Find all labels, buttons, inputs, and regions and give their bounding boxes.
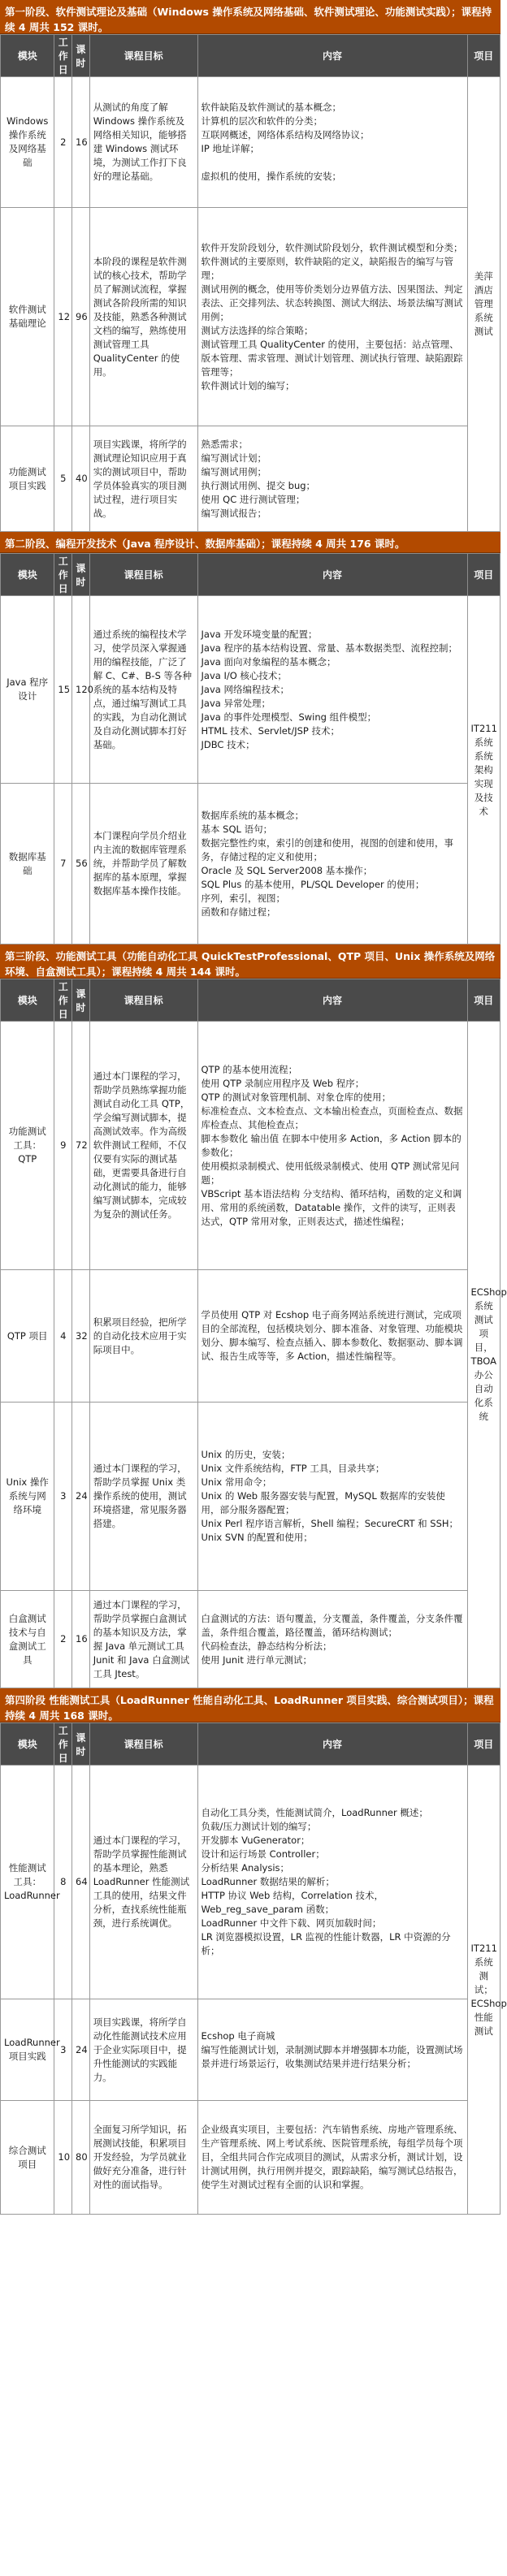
header-content: 内容 [197,35,467,77]
content-line: QTP 的基本使用流程； [201,1063,298,1075]
module-row [1,784,500,944]
content-line: 开发脚本 VuGenerator； [201,1835,310,1846]
module-days: 3 [54,1999,72,2101]
content-line: Java I/O 核心技术； [201,669,287,681]
content-line: Ecshop 电子商城 [201,2029,275,2042]
content-line: LoadRunner 中文件下载、网页加载时间； [201,1917,382,1929]
content-line: 编写测试报告； [201,507,266,519]
module-content [197,426,467,532]
module-hours: 16 [72,77,90,208]
module-days: 5 [54,426,72,532]
module-goal: 本门课程向学员介绍业内主流的数据库管理系统，并帮助学员了解数据库的基本原理，掌握数据库基本操作技能。 [89,784,197,944]
syllabus-table [0,34,500,532]
content-line: HTML 技术、Servlet/JSP 技术； [201,724,340,737]
header-goal: 课程目标 [89,1723,197,1766]
module-row [1,1766,500,1999]
content-line: Unix 文件系统结构，FTP 工具，目录共享； [201,1463,385,1474]
syllabus-table [0,979,507,1688]
module-row [1,1270,500,1403]
content-line: 代码检查法，静态结构分析法； [201,1640,332,1652]
module-days: 2 [54,77,72,208]
module-row [1,1591,500,1688]
module-days: 10 [54,2101,72,2215]
header-project: 项目 [467,1723,500,1766]
content-line: Unix SVN 的配置和使用； [201,1532,313,1543]
module-goal: 通过本门课程的学习，帮助学员掌握白盒测试的基本知识及方法，掌握 Java 单元测试工具 Junit 和 Java 白盒测试工具 Jtest。 [89,1591,197,1688]
content-line: 虚拟机的使用，操作系统的安装； [201,171,341,182]
module-hours: 32 [72,1270,90,1403]
content-line [202,156,464,170]
module-name: 白盒测试技术与自盒测试工具 [1,1591,54,1688]
content-line: 基本 SQL 语句； [201,823,273,835]
stage-title: 第二阶段、编程开发技术（Java 程序设计、数据库基础）；课程持续 4 周共 176 课时。 [0,532,500,553]
content-line: 标准检查点、文本检查点、文本输出检查点，页面检查点、数据库检查点、其他检查点； [201,1104,463,1130]
content-line: 脚本参数化 输出值 在脚本中使用多 Action，多 Action 脚本的参数化； [201,1132,462,1158]
module-content [197,77,467,208]
header-project: 项目 [467,979,500,1022]
header-row [1,1723,500,1766]
module-name: 功能测试项目实践 [1,426,54,532]
module-goal: 通过本门课程的学习，帮助学员掌握 Unix 类操作系统的使用，测试环境搭建，常见服务器搭建。 [89,1403,197,1591]
module-name: LoadRunner 项目实践 [1,1999,54,2101]
module-row [1,208,500,426]
content-line: 使用模拟录制模式、使用低级录制模式、使用 QTP 测试常见问题； [201,1160,460,1186]
content-line: 使用 QC 进行测试管理； [201,493,306,505]
module-days: 8 [54,1766,72,1999]
module-name: QTP 项目 [1,1270,54,1403]
content-line: 使用 QTP 录制应用程序及 Web 程序； [201,1077,365,1089]
module-goal: 积累项目经验，把所学的自动化技术应用于实际项目中。 [89,1270,197,1403]
module-name: 软件测试基础理论 [1,208,54,426]
module-hours: 40 [72,426,90,532]
header-goal: 课程目标 [89,35,197,77]
content-line: LoadRunner 数据结果的解析； [201,1876,335,1887]
content-line: 执行测试用例、提交 bug； [201,479,316,491]
module-days: 2 [54,1591,72,1688]
module-hours: 24 [72,1403,90,1591]
syllabus-table [0,553,500,944]
module-content [197,1999,467,2101]
module-name: 数据库基础 [1,784,54,944]
header-hours: 课时 [72,979,90,1022]
header-project: 项目 [467,554,500,596]
module-goal: 通过本门课程的学习，帮助学员掌握性能测试的基本理论，熟悉 LoadRunner 性能测试工具的使用，结果文件分析，查找系统性能瓶颈，进行系统调优。 [89,1766,197,1999]
header-row [1,979,500,1022]
stage-project: 美萍酒店管理系统测试 [467,77,500,532]
content-line: 负载/压力测试计划的编写； [201,1821,317,1832]
content-line: 测试方法选择的综合策略； [201,324,314,336]
header-days: 工作日 [54,554,72,596]
module-hours: 16 [72,1591,90,1688]
module-name: 综合测试项目 [1,2101,54,2215]
content-line: Java 的事件处理模型、Swing 组件模型； [201,711,377,723]
content-line: 序列，索引，视图； [201,892,285,904]
header-content: 内容 [197,1723,467,1766]
content-line: 企业级真实项目，主要包括：汽车销售系统、房地产管理系统、生产管理系统、网上考试系统、医院管理系统，每组学员每个项目，全组共同合作完成项目的测试，从需求分析，测试计划，设计测试用例，执行用例并提交，跟踪缺陷，编写测试总结报告，使学生对测试过程有全面的认识和掌握。 [201,2124,463,2190]
content-line: 编写测试用例； [201,465,266,478]
content-line: 软件开发阶段划分，软件测试阶段划分，软件测试模型和分类； [201,241,463,253]
stage-project: IT211 系统测试；ECShop 性能测试 [467,1766,500,2215]
content-line: 软件测试的主要原则，软件缺陷的定义，缺陷报告的编写与管理； [201,255,453,281]
module-row [1,1403,500,1591]
content-line: 分析结果 Analysis； [201,1862,290,1874]
module-days: 15 [54,596,72,784]
module-days: 4 [54,1270,72,1403]
header-hours: 课时 [72,1723,90,1766]
content-line: LR 浏览器模拟设置，LR 监视的性能计数器，LR 中资源的分析； [201,1931,451,1956]
module-goal: 通过系统的编程技术学习，使学员深入掌握通用的编程技能，广泛了解 C、C#、B-S 等各种系统的基本结构及特点，通过编写测试工具的实践，为自动化测试及自动化测试脚本打好基础。 [89,596,197,784]
content-line: 互联网概述，网络体系结构及网络协议； [201,129,370,140]
module-name: 功能测试工具：QTP [1,1022,54,1270]
header-row [1,35,500,77]
module-row [1,1999,500,2101]
module-hours: 64 [72,1766,90,1999]
header-days: 工作日 [54,35,72,77]
content-line: Java 程序的基本结构设置、常量、基本数据类型、流程控制； [201,642,457,654]
content-line: Unix 常用命令； [201,1476,272,1488]
module-days: 3 [54,1403,72,1591]
content-line: Java 开发环境变量的配置； [201,628,318,640]
header-project: 项目 [467,35,500,77]
content-line: 学员使用 QTP 对 Ecshop 电子商务网站系统进行测试，完成项目的全部流程，包括模块划分、脚本准备、对象管理、功能模块划分、脚本编写、检查点插入、脚本参数化、数据驱动、脚本调试、报告生成等等，多 Action，描述性编程等。 [201,1309,463,1362]
content-line: JDBC 技术； [201,738,255,750]
content-line: IP 地址详解； [201,143,259,154]
content-line: 编写性能测试计划，录制测试脚本并增强脚本功能，设置测试场景并进行场景运行，收集测试结果并进行结果分析； [201,2043,463,2069]
content-line: SQL Plus 的基本使用，PL/SQL Developer 的使用； [201,878,425,890]
module-content [197,1766,467,1999]
header-hours: 课时 [72,35,90,77]
module-content [197,1270,467,1403]
stage-project: IT211 系统系统架构实现及技术 [467,596,500,944]
module-days: 7 [54,784,72,944]
content-line: Unix 的历史，安装； [201,1449,291,1460]
module-row [1,1022,500,1270]
content-line: Unix 的 Web 服务器安装与配置，MySQL 数据库的安装使用，部分服务器配置； [201,1490,445,1515]
module-row [1,426,500,532]
content-line: 使用 Junit 进行单元测试； [201,1653,312,1666]
module-goal: 项目实践课，将所学自动化性能测试技术应用于企业实际项目中，提升性能测试的实践能力。 [89,1999,197,2101]
module-hours: 72 [72,1022,90,1270]
module-hours: 96 [72,208,90,426]
header-goal: 课程目标 [89,554,197,596]
header-module: 模块 [1,1723,54,1766]
content-line: Unix Perl 程序语言解析，Shell 编程；SecureCRT 和 SSH； [201,1518,459,1529]
header-module: 模块 [1,35,54,77]
module-goal: 通过本门课程的学习，帮助学员熟练掌握功能测试自动化工具 QTP，学会编写测试脚本，提高测试效率。作为高级软件测试工程师，不仅仅要有实际的测试基础，更需要具备进行自动化测试的能力，能够编写测试脚本，完成较为复杂的测试任务。 [89,1022,197,1270]
module-content [197,1591,467,1688]
module-hours: 56 [72,784,90,944]
content-line: 数据库系统的基本概念； [201,809,304,821]
module-goal: 全面复习所学知识，拓展测试技能，积累项目开发经验，为学员就业做好充分准备，进行针对性的面试指导。 [89,2101,197,2215]
content-line: 编写测试计划； [201,452,266,464]
module-name: Java 程序设计 [1,596,54,784]
module-name: Unix 操作系统与网络环境 [1,1403,54,1591]
module-content [197,1403,467,1591]
module-content [197,208,467,426]
module-goal: 项目实践课，将所学的测试理论知识应用于真实的测试项目中，帮助学员体验真实的项目测试过程，进行项目实战。 [89,426,197,532]
module-content [197,2101,467,2215]
module-row [1,2101,500,2215]
content-line: 白盒测试的方法：语句覆盖，分支覆盖，条件覆盖，分支条件覆盖，条件组合覆盖，路径覆盖，循环结构测试； [201,1612,463,1638]
content-line: 数据完整性约束，索引的创建和使用，视图的创建和使用，事务，存储过程的定义和使用； [201,836,453,862]
content-line: Java 面向对象编程的基本概念； [201,655,336,668]
content-line: VBScript 基本语法结构 分支结构、循环结构，函数的定义和调用、常用的系统函数，Datatable 操作，文件的读写，正则表达式，QTP 常用对象，正则表达式，描述性编程； [201,1187,462,1227]
header-goal: 课程目标 [89,979,197,1022]
module-hours: 80 [72,2101,90,2215]
content-line: Java 异常处理； [201,697,271,709]
content-line: 测试管理工具 QualityCenter 的使用，主要包括：站点管理、版本管理、需求管理、测试计划管理、测试执行管理、缺陷跟踪管理等； [201,338,463,378]
content-line: 软件测试计划的编写； [201,379,295,391]
content-line: Oracle 及 SQL Server2008 基本操作； [201,864,373,876]
header-hours: 课时 [72,554,90,596]
module-hours: 120 [72,596,90,784]
module-content [197,784,467,944]
content-line: 熟悉需求； [201,438,248,450]
header-days: 工作日 [54,1723,72,1766]
content-line: 设计和运行场景 Controller； [201,1848,325,1860]
header-content: 内容 [197,554,467,596]
module-content [197,1022,467,1270]
module-goal: 本阶段的课程是软件测试的核心技术，帮助学员了解测试流程，掌握测试各阶段所需的知识及技能，熟悉各种测试文档的编写，熟练使用测试管理工具 QualityCenter 的使用。 [89,208,197,426]
content-line: 计算机的层次和软件的分类； [201,115,323,127]
content-line: 软件缺陷及软件测试的基本概念； [201,102,341,113]
module-name: 性能测试工具：LoadRunner [1,1766,54,1999]
module-days: 9 [54,1022,72,1270]
header-module: 模块 [1,554,54,596]
module-hours: 24 [72,1999,90,2101]
module-days: 12 [54,208,72,426]
content-line: 自动化工具分类，性能测试简介，LoadRunner 概述； [201,1807,428,1818]
content-line: Java 网络编程技术； [201,683,289,695]
stage-title: 第三阶段、功能测试工具（功能自动化工具 QuickTestProfessional、QTP 项目、Unix 操作系统及网络环境、自盒测试工具）；课程持续 4 周共 144 课时。 [0,944,500,979]
content-line: 函数和存储过程； [201,905,276,918]
stage-title: 第四阶段 性能测试工具（LoadRunner 性能自动化工具、LoadRunner 项目实践、综合测试项目）；课程持续 4 周共 168 课时。 [0,1688,500,1722]
content-line: HTTP 协议 Web 结构，Correlation 技术，Web_reg_save_param 函数； [201,1890,384,1915]
module-row [1,77,500,208]
syllabus-table [0,1722,507,2215]
stage-title: 第一阶段、软件测试理论及基础（Windows 操作系统及网络基础、软件测试理论、功能测试实践）；课程持续 4 周共 152 课时。 [0,0,500,34]
header-days: 工作日 [54,979,72,1022]
content-line: 测试用例的概念，使用等价类划分边界值方法、因果图法、判定表法、正交排列法、状态转换图、测试大纲法、场景法编写测试用例； [201,283,463,322]
header-module: 模块 [1,979,54,1022]
content-line: QTP 的测试对象管理机制、对象仓库的使用； [201,1091,392,1103]
module-name: Windows 操作系统及网络基础 [1,77,54,208]
module-content [197,596,467,784]
module-row [1,596,500,784]
stage-project: ECShop 系统测试项目，TBOA 办公自动化系统 [467,1022,500,1688]
header-row [1,554,500,596]
module-goal: 从测试的角度了解 Windows 操作系统及网络相关知识，能够搭建 Windows 测试环境，为测试工作打下良好的理论基础。 [89,77,197,208]
header-content: 内容 [197,979,467,1022]
